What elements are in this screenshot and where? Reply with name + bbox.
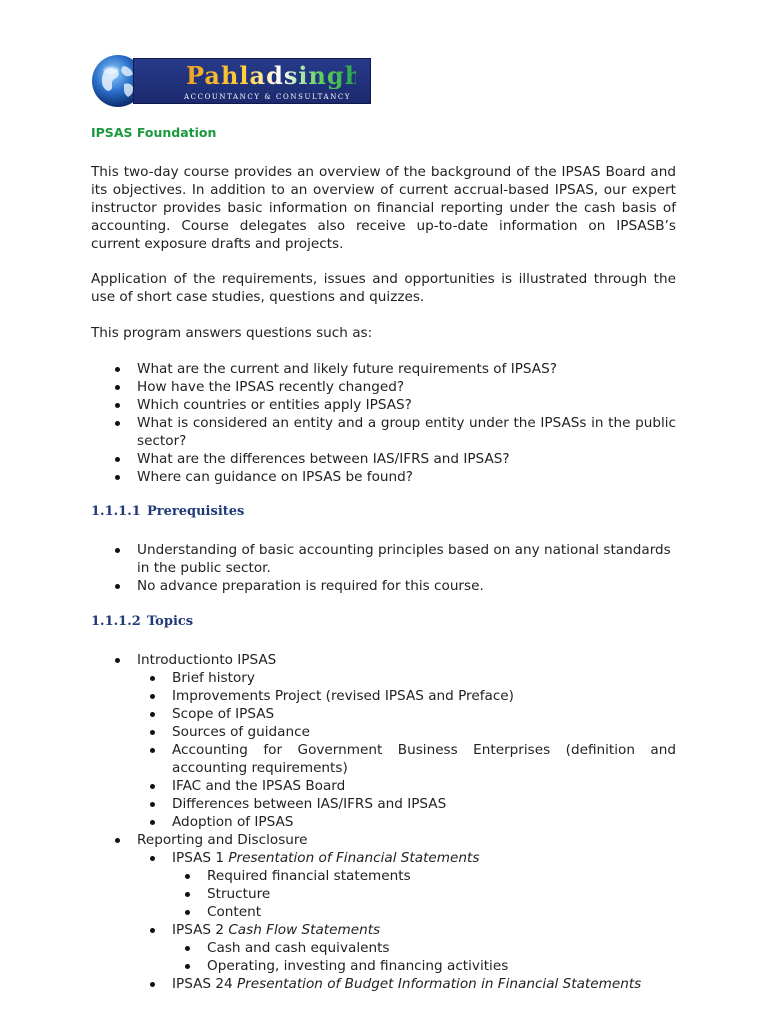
detail-text: Required financial statements xyxy=(207,868,411,884)
bullet-icon xyxy=(150,856,155,861)
subtopic-text: Sources of guidance xyxy=(172,724,310,740)
bullet-icon xyxy=(115,421,120,426)
list-item xyxy=(91,975,676,993)
topic-text: Introductionto IPSAS xyxy=(137,652,277,668)
question-text: What are the differences between IAS/IFRS and IPSAS? xyxy=(137,451,510,467)
list-item xyxy=(91,777,676,795)
bullet-icon xyxy=(150,928,155,933)
list-item xyxy=(91,867,676,885)
list-item xyxy=(91,831,676,849)
list-item xyxy=(91,705,676,723)
standard-title: Presentation of Financial Statements xyxy=(228,850,480,866)
subtopic-text: Scope of IPSAS xyxy=(172,706,275,722)
logo-brand-name: Pahladsingh xyxy=(186,61,364,90)
bullet-icon xyxy=(115,385,120,390)
list-item xyxy=(91,450,676,468)
bullet-icon xyxy=(115,403,120,408)
bullet-icon xyxy=(185,874,190,879)
list-item xyxy=(91,849,676,867)
bullet-icon xyxy=(115,584,120,589)
section-title: Topics xyxy=(147,614,194,629)
topics-list xyxy=(91,651,676,993)
intro-paragraph: This two-day course provides an overview of the background of the IPSAS Board and its objectives. In addition to an overview of current accrual-based IPSAS, our expert instructor provides basic information on financial reporting under the cash basis of accounting. Course delegates also receive up-to-date information on IPSASB’s current exposure drafts and projects. xyxy=(91,164,676,252)
bullet-icon xyxy=(115,658,120,663)
list-item xyxy=(91,360,676,378)
bullet-icon xyxy=(185,892,190,897)
question-text: What are the current and likely future requirements of IPSAS? xyxy=(137,361,557,377)
bullet-icon xyxy=(185,964,190,969)
topics-heading xyxy=(91,614,193,629)
bullet-icon xyxy=(150,730,155,735)
list-item xyxy=(91,723,676,741)
bullet-icon xyxy=(150,784,155,789)
list-item xyxy=(91,741,676,777)
bullet-icon xyxy=(150,748,155,753)
list-item xyxy=(91,885,676,903)
subtopic-text: Differences between IAS/IFRS and IPSAS xyxy=(172,796,447,812)
bullet-icon xyxy=(115,367,120,372)
questions-lead: This program answers questions such as: xyxy=(91,325,373,341)
detail-text: Operating, investing and financing activities xyxy=(207,958,509,974)
prerequisites-heading xyxy=(91,504,244,519)
section-number: 1.1.1.1 xyxy=(91,504,141,519)
bullet-icon xyxy=(115,475,120,480)
list-item xyxy=(91,795,676,813)
bullet-icon xyxy=(150,694,155,699)
list-item xyxy=(91,577,676,595)
bullet-icon xyxy=(150,802,155,807)
list-item xyxy=(91,939,676,957)
bullet-icon xyxy=(115,457,120,462)
bullet-icon xyxy=(185,910,190,915)
question-text: Where can guidance on IPSAS be found? xyxy=(137,469,413,485)
topic-text: Reporting and Disclosure xyxy=(137,832,308,848)
bullet-icon xyxy=(185,946,190,951)
standard-title: Cash Flow Statements xyxy=(228,922,381,938)
bullet-icon xyxy=(150,820,155,825)
section-title: Prerequisites xyxy=(147,504,245,519)
list-item xyxy=(91,651,676,669)
detail-text: Structure xyxy=(207,886,271,902)
list-item xyxy=(91,957,676,975)
list-item xyxy=(91,468,676,486)
question-text: Which countries or entities apply IPSAS? xyxy=(137,397,412,413)
list-item xyxy=(91,669,676,687)
standard-title: Presentation of Budget Information in Financial Statements xyxy=(236,976,642,992)
list-item xyxy=(91,396,676,414)
detail-text: Content xyxy=(207,904,262,920)
prerequisite-text: No advance preparation is required for this course. xyxy=(137,578,484,594)
subtopic-text: Improvements Project (revised IPSAS and Preface) xyxy=(172,688,514,704)
question-text: How have the IPSAS recently changed? xyxy=(137,379,405,395)
list-item xyxy=(91,921,676,939)
logo-banner xyxy=(133,58,371,104)
list-item xyxy=(91,813,676,831)
logo-tagline: ACCOUNTANCY & CONSULTANCY xyxy=(184,93,352,101)
course-title: IPSAS Foundation xyxy=(91,125,217,140)
prerequisite-text: Understanding of basic accounting principles based on any national standards in the public sector. xyxy=(137,542,671,576)
section-number: 1.1.1.2 xyxy=(91,614,141,629)
standard-prefix: IPSAS 24 xyxy=(172,976,237,992)
subtopic-text: IFAC and the IPSAS Board xyxy=(172,778,346,794)
list-item xyxy=(91,687,676,705)
bullet-icon xyxy=(150,712,155,717)
standard-prefix: IPSAS 2 xyxy=(172,922,229,938)
question-text: What is considered an entity and a group entity under the IPSASs in the public sector? xyxy=(137,415,676,449)
bullet-icon xyxy=(150,982,155,987)
subtopic-text: Adoption of IPSAS xyxy=(172,814,294,830)
standard-prefix: IPSAS 1 xyxy=(172,850,229,866)
list-item xyxy=(91,378,676,396)
application-paragraph: Application of the requirements, issues and opportunities is illustrated through the use of short case studies, questions and quizzes. xyxy=(91,271,676,305)
bullet-icon xyxy=(150,676,155,681)
list-item xyxy=(91,541,676,577)
detail-text: Cash and cash equivalents xyxy=(207,940,390,956)
list-item xyxy=(91,414,676,450)
list-item xyxy=(91,903,676,921)
subtopic-text: Brief history xyxy=(172,670,255,686)
bullet-icon xyxy=(115,548,120,553)
questions-list xyxy=(91,360,676,486)
prerequisites-list xyxy=(91,541,676,595)
bullet-icon xyxy=(115,838,120,843)
company-logo xyxy=(91,54,371,108)
subtopic-text: Accounting for Government Business Enterprises (definition and accounting requirements) xyxy=(172,742,676,776)
